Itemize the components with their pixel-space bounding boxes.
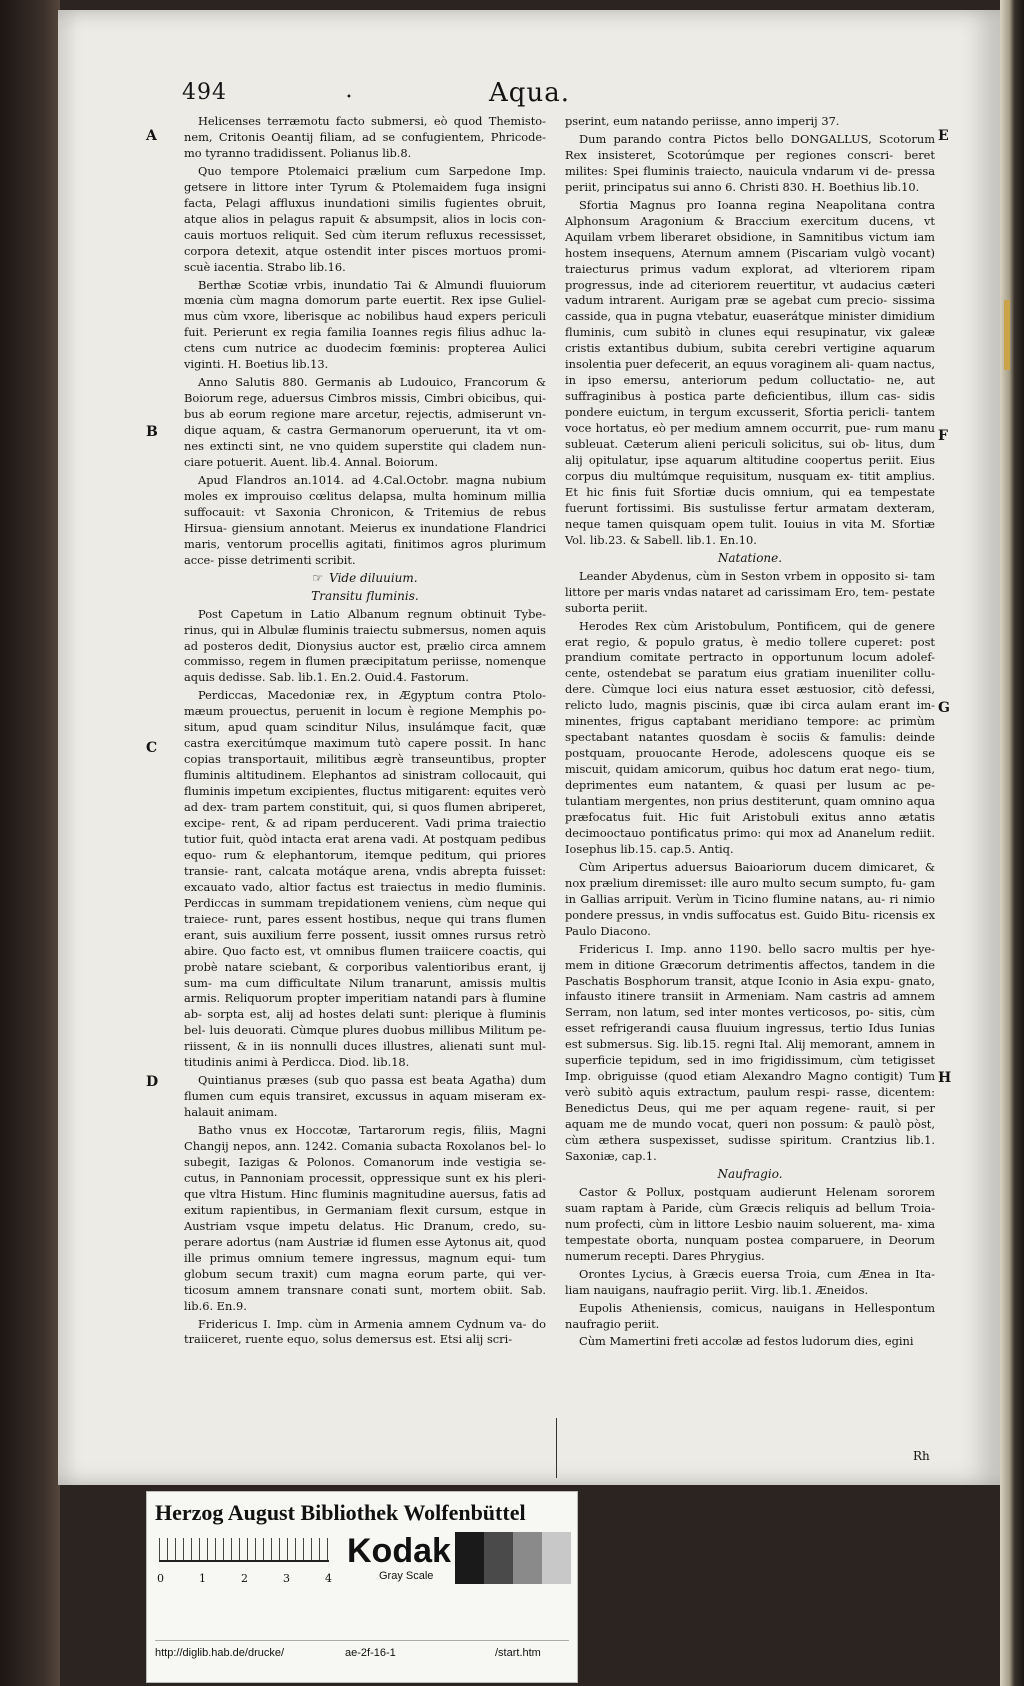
kodak-logo: Kodak: [347, 1532, 451, 1570]
library-name: Herzog August Bibliothek Wolfenbüttel: [155, 1500, 526, 1525]
paragraph: Anno Salutis 880. Germanis ab Ludouico, Francorum & Boiorum rege, aduersus Cimbros missis, Cimbri obicibus, qui- bus ab eorum regione mare arcetur, rejectis, admiserunt vn- dique aquam, & castra Germanorum operuerunt, ita vt om- nes extincti sint, ne vno quidem superstite qui cladem nun- ciare potuerit. Auent. lib.4. Annal. Boiorum.: [184, 375, 546, 470]
margin-letter-e: E: [938, 128, 949, 144]
paragraph: Quo tempore Ptolemaici prælium cum Sarpedone Imp. getsere in littore inter Tyrum & Ptolemaidem fuga insigni facta, Pelagi affluxus inundationi similis fugientes obruit, atque alios in pelagus rapuit & absumpsit, alios in locis con- cauis mortuos reliquit. Sed cùm iterum refluxus recessisset, corpora detexit, atque ostendit inter pisces mortuos promi- scuè iacentia. Strabo lib.16.: [184, 163, 546, 274]
subheading-transitu: Transitu fluminis.: [311, 588, 419, 603]
header-dot: •: [346, 92, 352, 103]
catchword: Rh: [913, 1449, 930, 1463]
paragraph: Cùm Mamertini freti accolæ ad festos ludorum dies, egini: [579, 1334, 914, 1349]
paragraph: Berthæ Scotiæ vrbis, inundatio Tai & Almundi fluuiorum mœnia cùm magna domorum parte euertit. Rex ipse Guliel- mus cùm vxore, liberisque ac nobilibus haud expers periculi fuit. Perierunt ex regia familia Ioannes regis filius adhuc la- ctens cum nutrice ac duodecim fœminis: propterea Aulici viginti. H. Boetius lib.13.: [184, 277, 546, 372]
subheading-natatione: Natatione.: [717, 550, 783, 565]
gray-swatch: [484, 1532, 513, 1584]
paragraph: Eupolis Atheniensis, comicus, nauigans in Hellespontum naufragio periit.: [565, 1300, 935, 1331]
gray-swatch: [513, 1532, 542, 1584]
running-head: Aqua.: [489, 78, 570, 108]
paragraph: Post Capetum in Latio Albanum regnum obtinuit Tybe- rinus, qui in Albulæ fluminis traiectu submersus, nomen aquis ad posteros dedit, Dionysius auctor est, prælio circa amnem commisso, regem in flumen præcipitatum periisse, nomenque aquis dedisse. Sab. lib.1. En.2. Ouid.4. Fastorum.: [184, 606, 546, 685]
gray-swatch: [455, 1532, 484, 1584]
margin-letter-g: G: [938, 700, 950, 716]
start-text: /start.htm: [495, 1647, 541, 1659]
see-also-line: [184, 571, 546, 587]
gray-scale-label: Gray Scale: [379, 1570, 434, 1582]
gray-swatch: [542, 1532, 571, 1584]
paragraph: Fridericus I. Imp. anno 1190. bello sacro multis per hye- mem in ditione Græcorum detrimentis affectos, tandem in die Paschatis Bosphorum transit, atque Iconio in Asia expu- gnato, infausto itinere transiit in Armeniam. Nam castris ad amnem Serram, non latum, sed inter montes verticosos, po- sitis, cùm esset refrigerandi causa fluuium ingressus, tertio Idus Iunias est submersus. Sig. lib.15. regni Ital. Alij memorant, amnem in superficie tepidum, sed in imo frigidissimum, cùm tetigisset Imp. obriguisse (quod etiam Alexandro Magno contigit) Tum verò subitò aquis extractum, paulum respi- rasse, dicentem: Benedictus Deus, qui me per aquam regene- rauit, si per aquam me de mundo vocat, queri non possum: & paulò pòst, cùm æthera suspexisset, sudisse spiritum. Crantzius lib.1. Saxoniæ, cap.1.: [565, 941, 935, 1163]
book-spine-shadow: [0, 0, 60, 1686]
scan-colorbar: [146, 1491, 578, 1683]
see-also-text: Vide diluuium.: [329, 570, 418, 585]
margin-letter-a: A: [146, 128, 157, 144]
ruler-label: 1: [199, 1572, 206, 1585]
margin-letter-d: D: [146, 1074, 159, 1090]
divider: [155, 1640, 569, 1641]
margin-letter-h: H: [938, 1070, 952, 1086]
paragraph: Sfortia Magnus pro Ioanna regina Neapolitana contra Alphonsum Aragonium & Braccium exercitum ducens, vt Aquilam vrbem liberaret obsidione, in Samnitibus victum iam hostem insequens, Aternum amnem (Piscariam vulgò vocant) traiecturus primus vadum explorat, ad vlteriorem ripam progressus, inde ad citeriorem reuertitur, vt audacius cæteri vadum intrarent. Aurigam præ se agebat cum precio- sissima casside, qua in pugna vtebatur, euaserátque minister dimidium fluminis, cum subitò in clunes equi resupinatur, vix galeæ cristis extantibus dubium, subita cerebri vertigine aquarum insolentia puer defecerit, an equus voraginem ali- quam nactus, in ipso emersu, anteriorum pedum colluctatio- ne, aut suffraginibus à postica parte deficientibus, illum cas- sidis pondere euictum, in tergum excusserit, Sfortia pericli- tantem voce hortatus, eò per medium amnem occurrit, pue- rum manu subleuat. Cæterum alieni periculi solicitus, sui ob- litus, dum alij opitulatur, ipse aquarum altitudine coopertus periit. Eius corpus diu multúmque requisitum, nusquam ex- titit amplius. Et hic finis fuit Sfortiæ ducis omnium, qui ea tempestate fuerunt fortissimi. Bis sustulisse fertur armatam dexteram, neque tamen quisquam opem tulit. Iouius in vita M. Sfortiæ Vol. lib.23. & Sabell. lib.1. En.10.: [565, 197, 935, 547]
page-number: 494: [182, 80, 227, 105]
margin-letter-f: F: [938, 428, 948, 444]
ruler-label: 2: [241, 1572, 248, 1585]
paragraph: Fridericus I. Imp. cùm in Armenia amnem Cydnum va- do traiiceret, ruente equo, solus demersus est. Etsi alij scri-: [184, 1316, 546, 1347]
paragraph: Quintianus præses (sub quo passa est beata Agatha) dum flumen cum equis transiret, excussus in aquam miseram ex- halauit animam.: [184, 1073, 546, 1120]
url-text: http://diglib.hab.de/drucke/: [155, 1647, 285, 1659]
column-divider: [556, 1418, 557, 1478]
paragraph: Dum parando contra Pictos bello DONGALLUS, Scotorum Rex insisteret, Scotorúmque per regiones conscri- beret milites: Spei fluminis traiecto, nauicula vndarum vi de- pressa periit, principatus sui anno 6. Christi 830. H. Boethius lib.10.: [565, 131, 935, 194]
bookmark-tab: [1004, 300, 1010, 370]
ruler-label: 3: [283, 1572, 290, 1585]
pointing-hand-icon: ☞: [312, 570, 324, 585]
paragraph: Herodes Rex cùm Aristobulum, Pontificem, qui de genere erat regio, & populo gratus, è medio tollere cuperet: post prandium comitate pertracto in opportunum locum adolef- cente, ostendebat se paratum eius gratiam inueniliter collu- dere. Cùmque loci eius natura esset æstuosior, citò defessi, relicto ludo, magnis piscinis, quæ ibi circa aulam erant im- minentes, frigus captabant meridiano tempore: ac primùm spectabant natantes quosdam è sociis & famulis: deinde postquam, prouocante Herode, adolescens quoque eis se miscuit, quidam amicorum, quibus hoc datum erat nego- tium, deprimentes eum natantem, & quasi per lusum ac pe- tulantiam mergentes, non prius destiterunt, quam omnino aqua præfocatus fuit. Hic fuit Aristobuli exitus anno ætatis decimooctauo pontificatus primo: qui mox ad Ananelum rediit. Iosephus lib.15. cap.5. Antiq.: [565, 618, 935, 856]
paragraph: Castor & Pollux, postquam audierunt Helenam sororem suam raptam à Paride, cùm Græcis reliquis ad bellum Troia- num profecti, cùm in littore Lesbio nauim soluerent, ma- xima tempestate oborta, nunquam postea comparuere, in Deorum numerum recepti. Dares Phrygius.: [565, 1184, 935, 1263]
left-column: [184, 114, 546, 1350]
page-header: [58, 80, 1001, 110]
paragraph: Helicenses terræmotu facto submersi, eò quod Themisto- nem, Critonis Oeantij filiam, ad se confugientem, Phricode- mo tyranno tradidissent. Polianus lib.8.: [184, 114, 546, 160]
margin-letter-b: B: [146, 424, 158, 440]
gray-swatches: [455, 1532, 571, 1584]
right-column: [565, 114, 935, 1352]
subheading-naufragio: Naufragio.: [717, 1166, 783, 1181]
paragraph: Perdiccas, Macedoniæ rex, in Ægyptum contra Ptolo- mæum prouectus, peruenit in locum è regione Memphis po- situm, apud quam scinditur Nilus, insulámque facit, quæ castra exercitúmque maximum tutò capere possit. In hanc copias transportauit, militibus ægrè transeuntibus, propter fluminis altitudinem. Elephantos ad sinistram collocauit, qui fluminis impetum excipientes, fluctus mitigarent: equites verò ad dex- tram partem constituit, qui, si quos flumen abriperet, excipe- rent, & ad ripam perducerent. Vadi prima traiectio tutior fuit, quòd intacta erat arena vadi. At postquam pedibus equo- rum & elephantorum, itemque peditum, qui priores transie- rant, calcata motáque arena, vndis abrepta fuisset: excauato vado, altior factus est traiectus in medio fluminis. Perdiccas in summam trepidationem veniens, cùm neque qui traiece- runt, pares essent hostibus, neque qui trans flumen erant, suis auxilium ferre possent, iussit omnes rursus retrò abire. Quo facto est, vt omnibus flumen traiicere coactis, qui probè natare sciebant, & corporibus valentioribus erant, ij sum- ma cum difficultate Nilum tranarunt, amissis multis armis. Reliquorum propter imperitiam natandi pars à flumine ab- sorpta est, alij ad hostes delati sunt: plerique à fluminis bel- luis deuorati. Cùmque plures duobus millibus Militum pe- riissent, & in iis nonnulli duces illustres, alienati sunt mul- titudinis animi à Perdicca. Diod. lib.18.: [184, 688, 546, 1070]
paragraph: Apud Flandros an.1014. ad 4.Cal.Octobr. magna nubium moles ex improuiso cœlitus delapsa, multa hominum millia suffocauit: vt Saxonia Chronicon, & Tritemius de rebus Hirsua- giensium annotant. Meierus ex inundatione Flandrici maris, ventorum procellis agitati, finitimos agros plurimum acce- pisse detrimenti scribit.: [184, 472, 546, 567]
book-page: [58, 10, 1001, 1485]
scale-ruler: [159, 1538, 329, 1562]
paragraph: Cùm Aripertus aduersus Baioariorum ducem dimicaret, & nox prælium diremisset: ille auro multo secum sumpto, fu- gam in Gallias arripuit. Verùm in Ticino flumine natans, au- ri nimio pondere pressus, in vndis suffocatus est. Guido Bitu- ricensis ex Paulo Diacono.: [565, 859, 935, 938]
paragraph: Leander Abydenus, cùm in Seston vrbem in opposito si- tam littore per maris vndas nataret ad carissimam Ero, tem- pestate suborta periit.: [565, 568, 935, 615]
paragraph: Orontes Lycius, à Græcis euersa Troia, cum Ænea in Ita- liam nauigans, naufragio periit. Virg. lib.1. Æneidos.: [565, 1266, 935, 1297]
page-edge: [1000, 0, 1024, 1686]
paragraph: pserint, eum natando periisse, anno imperij 37.: [565, 114, 840, 128]
ruler-label: 4: [325, 1572, 332, 1585]
margin-letter-c: C: [146, 740, 158, 756]
ruler-label: 0: [157, 1572, 164, 1585]
shelfmark-text: ae-2f-16-1: [345, 1647, 396, 1659]
paragraph: Batho vnus ex Hoccotæ, Tartarorum regis, filiis, Magni Changij nepos, ann. 1242. Comania subacta Roxolanos bel- lo subegit, Iazigas & Polonos. Comanorum inde vestigia se- cutus, in Pannoniam processit, oppressique sunt ex his pleri- que vltra Histum. Hinc fluminis magnitudine auersus, fatis ad exitum rapientibus, in Germaniam flexit cursum, estque in Austriam vsque impetu delatus. Hic Dranum, credo, su- perare adortus (nam Austriæ id flumen esse Aytonus ait, quod ille primus omnium temere ingressus, magnum equi- tum globum secum traxit) cum magna eorum parte, qui ver- ticosum amnem transnare conati sunt, mortem obiit. Sab. lib.6. En.9.: [184, 1123, 546, 1313]
